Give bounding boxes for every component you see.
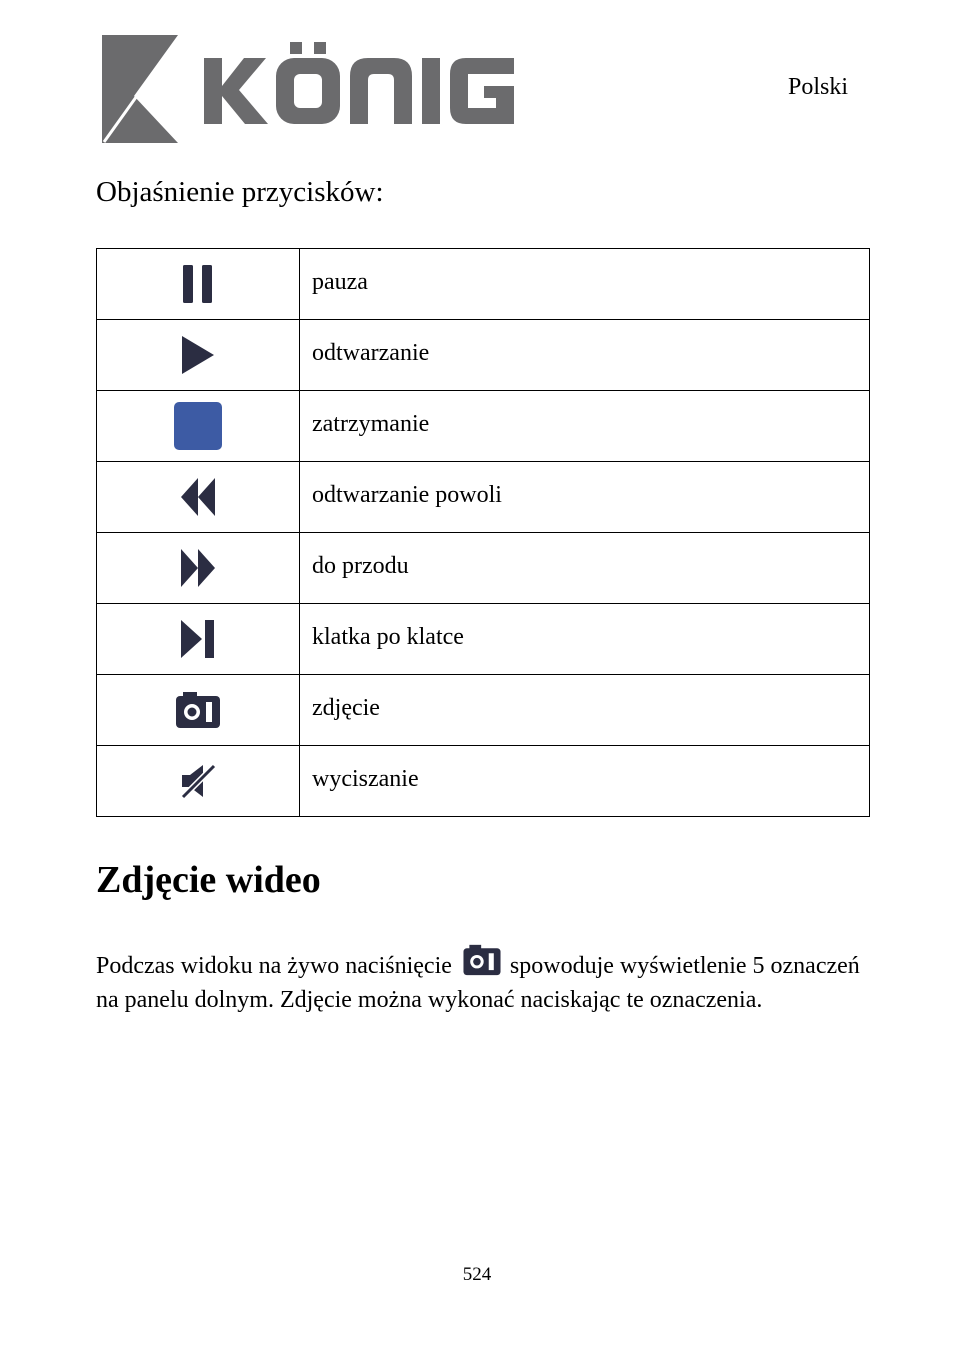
label-cell [300, 249, 870, 320]
table-row [97, 462, 870, 533]
table-row [97, 320, 870, 391]
konig-logo-mark [98, 32, 518, 146]
table-row [97, 675, 870, 746]
camera-icon [462, 944, 502, 976]
icon-cell [97, 249, 300, 320]
camera-icon [175, 691, 221, 729]
section-paragraph [96, 944, 876, 1016]
row-label: klatka po klatce [312, 623, 464, 650]
inline-camera-icon-wrap [462, 944, 502, 985]
table-row [97, 746, 870, 817]
row-label: wyciszanie [312, 765, 419, 792]
row-label: pauza [312, 268, 368, 295]
icon-cell [97, 533, 300, 604]
table-row [97, 533, 870, 604]
icon-cell [97, 391, 300, 462]
icon-cell [97, 746, 300, 817]
label-cell [300, 320, 870, 391]
icon-cell [97, 604, 300, 675]
icon-cell [97, 320, 300, 391]
paragraph-text-before: Podczas widoku na żywo naciśnięcie [96, 953, 452, 979]
label-cell [300, 391, 870, 462]
konig-logo [98, 32, 518, 146]
fast-forward-icon [180, 548, 216, 588]
row-label: odtwarzanie powoli [312, 481, 502, 508]
table-row [97, 604, 870, 675]
mute-icon [179, 762, 217, 800]
row-label: zatrzymanie [312, 410, 430, 437]
row-label: do przodu [312, 552, 409, 579]
label-cell [300, 746, 870, 817]
label-cell [300, 462, 870, 533]
icon-cell [97, 675, 300, 746]
play-icon [180, 335, 216, 375]
row-label: odtwarzanie [312, 339, 430, 366]
label-cell [300, 604, 870, 675]
page-number: 524 [462, 1264, 492, 1285]
language-label: Polski [788, 74, 849, 100]
step-forward-icon [180, 619, 216, 659]
stop-icon [173, 401, 223, 451]
row-label: zdjęcie [312, 694, 380, 721]
section-heading: Zdjęcie wideo [96, 859, 321, 901]
legend-title: Objaśnienie przycisków: [96, 176, 384, 208]
button-legend-table [96, 248, 870, 817]
table-row [97, 249, 870, 320]
pause-icon [182, 264, 214, 304]
icon-cell [97, 462, 300, 533]
rewind-icon [180, 477, 216, 517]
label-cell [300, 533, 870, 604]
table-row [97, 391, 870, 462]
label-cell [300, 675, 870, 746]
paragraph-text-after: spowoduje wyświetlenie 5 oznaczeń na panelu dolnym. Zdjęcie można wykonać naciskając te oznaczenia. [96, 953, 860, 1013]
